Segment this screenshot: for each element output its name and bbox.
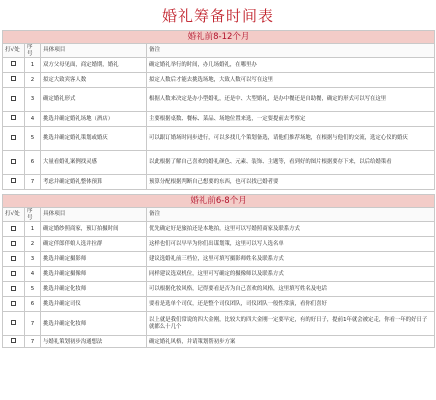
row-note: 主要根据桌数、餐标、菜品、场地位置来选，一定要提前去考察定 <box>147 112 435 127</box>
checkbox[interactable] <box>3 58 25 73</box>
row-number: 2 <box>25 73 41 88</box>
row-note: 以上就是我们常说的四大金刚，比较大的四大金刚一定要早定，有的好日子，提前1年就会被定走，你看一年的好日子就都么十几个 <box>147 312 435 336</box>
checkbox-icon <box>11 301 16 306</box>
row-item: 确定伴郎伴娘人选并拉群 <box>41 237 147 252</box>
col-header-check: 打√处 <box>3 208 25 222</box>
checkbox-icon <box>11 226 16 231</box>
checkbox[interactable] <box>3 297 25 312</box>
table-row <box>3 112 435 127</box>
row-item: 拟定大致宾客人数 <box>41 73 147 88</box>
header-row <box>3 44 435 58</box>
header-row <box>3 208 435 222</box>
row-item: 确定婚纱照商家，预订拍摄时间 <box>41 222 147 237</box>
page-title: 婚礼筹备时间表 <box>161 6 274 25</box>
checkbox-icon <box>11 271 16 276</box>
table-row <box>3 297 435 312</box>
row-number: 7 <box>25 312 41 336</box>
col-header-note: 备注 <box>147 208 435 222</box>
row-item: 挑选并确定化妆师 <box>41 312 147 336</box>
checkbox[interactable] <box>3 237 25 252</box>
checkbox[interactable] <box>3 73 25 88</box>
row-note: 预算分配根据判断自己想要的东西，也可以找已婚者要 <box>147 175 435 190</box>
table-row <box>3 252 435 267</box>
row-note: 建议选婚礼前三档位，这里可填写摄影师姓名及联系方式 <box>147 252 435 267</box>
col-header-check: 打√处 <box>3 44 25 58</box>
table-row <box>3 127 435 151</box>
col-header-item: 具体项目 <box>41 208 147 222</box>
checkbox-icon <box>11 115 16 120</box>
row-number: 6 <box>25 151 41 175</box>
checkbox-icon <box>11 61 16 66</box>
checkbox-icon <box>11 286 16 291</box>
checkbox[interactable] <box>3 175 25 190</box>
table-row <box>3 222 435 237</box>
row-number: 7 <box>25 175 41 190</box>
checkbox[interactable] <box>3 267 25 282</box>
row-item: 双方父母见面，商定婚期，婚礼 <box>41 58 147 73</box>
table-row <box>3 282 435 297</box>
checkbox-icon <box>11 135 16 140</box>
row-item: 挑选并确定摄影师 <box>41 252 147 267</box>
checkbox-icon <box>11 178 16 183</box>
row-note: 拟定人数后才能去挑选场地，大致人数可以写在这里 <box>147 73 435 88</box>
col-header-number: 序号 <box>25 208 41 222</box>
section-heading: 婚礼前6-8个月 <box>3 195 435 208</box>
row-number: 6 <box>25 297 41 312</box>
row-note: 优先确定好是旅拍还是本地拍，这里可以写婚照商家及联系方式 <box>147 222 435 237</box>
row-number: 4 <box>25 112 41 127</box>
row-note: 要看是选单个司仪，还是整个司仪团队，司仪团队一般性常演，看你们喜好 <box>147 297 435 312</box>
row-note: 确定婚礼举行的时间，办几场婚礼，在哪里办 <box>147 58 435 73</box>
checkbox-icon <box>11 338 16 343</box>
table-row <box>3 88 435 112</box>
row-item: 挑选并确定摄像师 <box>41 267 147 282</box>
checkbox-icon <box>11 96 16 101</box>
checkbox[interactable] <box>3 282 25 297</box>
row-item: 考虑并确定婚礼整体预算 <box>41 175 147 190</box>
row-number: 3 <box>25 88 41 112</box>
checkbox[interactable] <box>3 252 25 267</box>
row-number: 5 <box>25 127 41 151</box>
table-row <box>3 73 435 88</box>
checkbox[interactable] <box>3 222 25 237</box>
schedule-table-section-2 <box>2 194 435 348</box>
checkbox-icon <box>11 256 16 261</box>
checkbox[interactable] <box>3 312 25 336</box>
section-heading-row <box>3 195 435 208</box>
row-number: 4 <box>25 267 41 282</box>
row-note: 可以根据化妆风格，记得要看是否为自己喜欢的风格，这里填写姓名及电话 <box>147 282 435 297</box>
section-heading-row <box>3 31 435 44</box>
row-number: 2 <box>25 237 41 252</box>
row-item: 挑选并确定司仪 <box>41 297 147 312</box>
row-number: 3 <box>25 252 41 267</box>
col-header-item: 具体项目 <box>41 44 147 58</box>
checkbox[interactable] <box>3 112 25 127</box>
row-item: 大量看婚礼案例找灵感 <box>41 151 147 175</box>
table-row <box>3 312 435 336</box>
row-item: 挑选并确定婚礼场地（酒店） <box>41 112 147 127</box>
checkbox-icon <box>11 76 16 81</box>
checkbox-icon <box>11 159 16 164</box>
row-note: 同样建议选双机位，这里可写确定的摄像师以及联系方式 <box>147 267 435 282</box>
checkbox[interactable] <box>3 151 25 175</box>
table-row <box>3 151 435 175</box>
checkbox-icon <box>11 241 16 246</box>
schedule-table-section-1 <box>2 30 435 190</box>
row-note: 以此根据了解自己喜欢的婚礼颜色、元素、装饰、主题等，看到好的图片根据要存下来，以后给婚策看 <box>147 151 435 175</box>
row-number: 1 <box>25 222 41 237</box>
checkbox-icon <box>11 320 16 325</box>
col-header-note: 备注 <box>147 44 435 58</box>
row-number: 1 <box>25 58 41 73</box>
table-row <box>3 175 435 190</box>
table-row <box>3 267 435 282</box>
checkbox[interactable] <box>3 127 25 151</box>
col-header-number: 序号 <box>25 44 41 58</box>
row-note: 可以跟订婚场时同步进行，可以多找几个策划备选，请他们推荐场地，在根据与他们的交流，选定心仪的婚庆 <box>147 127 435 151</box>
row-number: 5 <box>25 282 41 297</box>
row-item: 挑选并确定化妆师 <box>41 282 147 297</box>
row-item: 与婚礼策划初步沟通想法 <box>41 336 147 348</box>
row-item: 挑选并确定婚礼策划或婚庆 <box>41 127 147 151</box>
checkbox[interactable] <box>3 336 25 348</box>
row-note: 根据人数来决定是办小型婚礼，还是中、大型婚礼，是办中餐还是自助餐，确定的形式可以写在这里 <box>147 88 435 112</box>
row-note: 确定婚礼风格，并请策划帮初步方案 <box>147 336 435 348</box>
row-item: 确定婚礼形式 <box>41 88 147 112</box>
table-row <box>3 336 435 348</box>
section-heading: 婚礼前8-12个月 <box>3 31 435 44</box>
row-note: 这样也们可以早早为你们出谋划策，这里可以写人选名单 <box>147 237 435 252</box>
table-row <box>3 237 435 252</box>
row-number: 7 <box>25 336 41 348</box>
table-row <box>3 58 435 73</box>
checkbox[interactable] <box>3 88 25 112</box>
